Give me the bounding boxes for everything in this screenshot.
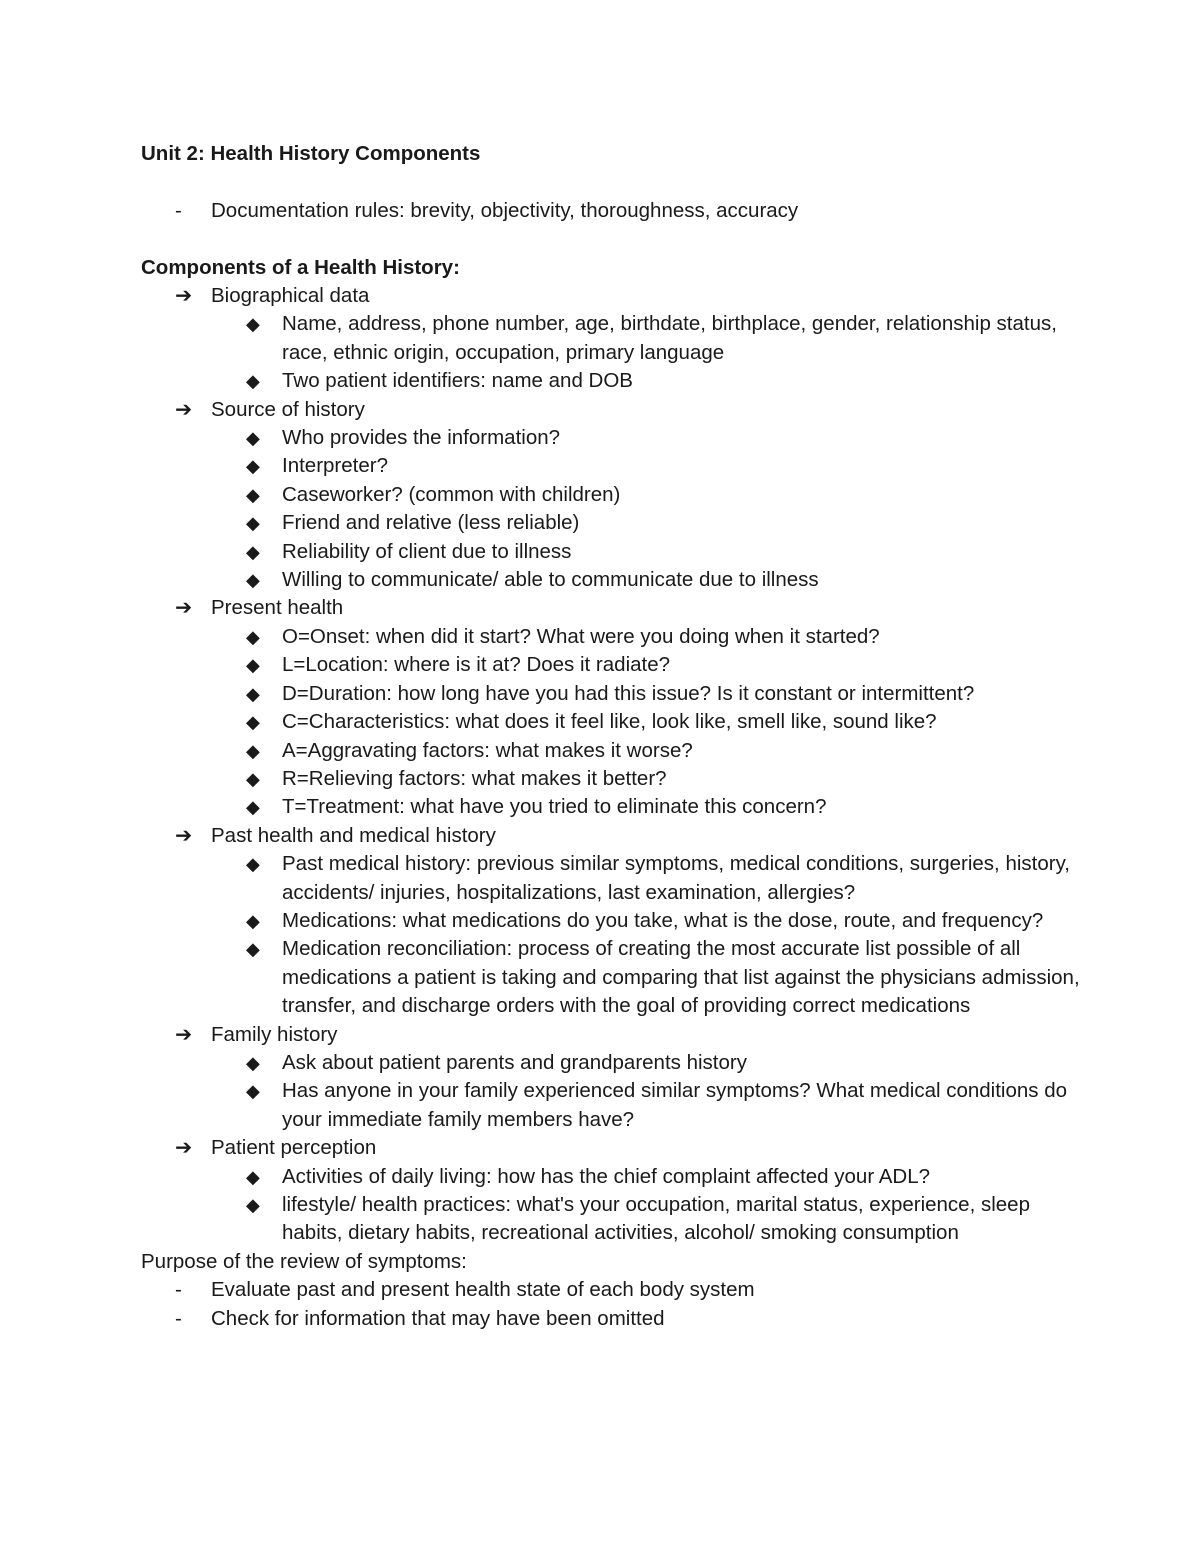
diamond-bullet-icon: ◆ xyxy=(246,740,260,761)
list-item-text: Two patient identifiers: name and DOB xyxy=(282,369,633,393)
list-item-text: Medication reconciliation: process of creating the most accurate list possible of all medications a patient is taking and comparing that list against the physicians admission, transfer, and discharge orders with the goal of providing correct medications xyxy=(282,937,1080,1018)
list-item-text: Medications: what medications do you take, what is the dose, route, and frequency? xyxy=(282,908,1044,932)
diamond-bullet-icon: ◆ xyxy=(246,1052,260,1073)
diamond-bullet-icon: ◆ xyxy=(246,655,260,676)
section-patient-perception xyxy=(141,1134,1081,1162)
diamond-bullet-icon: ◆ xyxy=(246,910,260,931)
list-item xyxy=(141,907,1081,935)
diamond-bullet-icon: ◆ xyxy=(246,513,260,534)
list-item-text: Who provides the information? xyxy=(282,426,561,450)
list-item-text: Caseworker? (common with children) xyxy=(282,482,621,506)
dash-bullet: - xyxy=(175,1278,182,1302)
list-item-text: D=Duration: how long have you had this issue? Is it constant or intermittent? xyxy=(282,681,975,705)
section-family-history xyxy=(141,1021,1081,1049)
arrow-bullet-icon: ➔ xyxy=(175,1136,193,1160)
list-item-text: Name, address, phone number, age, birthdate, birthplace, gender, relationship status, race, ethnic origin, occupation, primary language xyxy=(282,312,1057,364)
section-biographical xyxy=(141,282,1081,310)
list-item-text: lifestyle/ health practices: what's your occupation, marital status, experience, sleep habits, dietary habits, recreational activities, alcohol/ smoking consumption xyxy=(282,1193,1030,1245)
ros-item-text: Evaluate past and present health state of each body system xyxy=(211,1278,755,1302)
list-item xyxy=(141,367,1081,395)
diamond-bullet-icon: ◆ xyxy=(246,683,260,704)
list-item-text: Friend and relative (less reliable) xyxy=(282,511,580,535)
list-item xyxy=(141,509,1081,537)
arrow-bullet-icon: ➔ xyxy=(175,596,193,620)
diamond-bullet-icon: ◆ xyxy=(246,456,260,477)
diamond-bullet-icon: ◆ xyxy=(246,314,260,335)
diamond-bullet-icon: ◆ xyxy=(246,1195,260,1215)
list-item-text: R=Relieving factors: what makes it better? xyxy=(282,766,667,790)
section-present-health xyxy=(141,594,1081,622)
doc-rules-row xyxy=(141,197,1081,225)
list-item xyxy=(141,1077,1081,1134)
section-source-of-history xyxy=(141,396,1081,424)
document-content xyxy=(141,140,1081,1333)
section-label: Family history xyxy=(211,1022,338,1046)
diamond-bullet-icon: ◆ xyxy=(246,797,260,818)
list-item xyxy=(141,793,1081,821)
list-item-text: T=Treatment: what have you tried to eliminate this concern? xyxy=(282,795,827,819)
diamond-bullet-icon: ◆ xyxy=(246,484,260,505)
ros-item-text: Check for information that may have been omitted xyxy=(211,1306,665,1330)
list-item xyxy=(141,850,1081,907)
diamond-bullet-icon: ◆ xyxy=(246,768,260,789)
list-item xyxy=(141,708,1081,736)
section-label: Biographical data xyxy=(211,284,370,307)
doc-rules-text: Documentation rules: brevity, objectivity, thoroughness, accuracy xyxy=(211,198,799,222)
diamond-bullet-icon: ◆ xyxy=(246,854,260,875)
list-item xyxy=(141,566,1081,594)
list-item xyxy=(141,538,1081,566)
ros-item xyxy=(141,1276,1081,1304)
section-label: Patient perception xyxy=(211,1136,377,1160)
list-item xyxy=(141,737,1081,765)
list-item xyxy=(141,1163,1081,1191)
ros-item xyxy=(141,1305,1081,1333)
ros-heading: Purpose of the review of symptoms: xyxy=(141,1249,467,1273)
list-item-text: Past medical history: previous similar symptoms, medical conditions, surgeries, history, accidents/ injuries, hospitalizations, last examination, allergies? xyxy=(282,852,1070,904)
diamond-bullet-icon: ◆ xyxy=(246,371,260,392)
diamond-bullet-icon: ◆ xyxy=(246,712,260,733)
section-label: Present health xyxy=(211,596,344,620)
diamond-bullet-icon: ◆ xyxy=(246,1166,260,1187)
list-item-text: C=Characteristics: what does it feel like, look like, smell like, sound like? xyxy=(282,710,937,734)
list-item xyxy=(141,452,1081,480)
diamond-bullet-icon: ◆ xyxy=(246,939,260,960)
list-item-text: Willing to communicate/ able to communicate due to illness xyxy=(282,568,819,592)
arrow-bullet-icon: ➔ xyxy=(175,284,193,307)
arrow-bullet-icon: ➔ xyxy=(175,1022,193,1046)
list-item xyxy=(141,424,1081,452)
list-item-text: A=Aggravating factors: what makes it worse? xyxy=(282,738,693,762)
diamond-bullet-icon: ◆ xyxy=(246,570,260,591)
diamond-bullet-icon: ◆ xyxy=(246,541,260,562)
page-title: Unit 2: Health History Components xyxy=(141,142,481,165)
list-item-text: O=Onset: when did it start? What were you doing when it started? xyxy=(282,624,880,648)
arrow-bullet-icon: ➔ xyxy=(175,397,193,421)
list-item xyxy=(141,1049,1081,1077)
section-past-health xyxy=(141,822,1081,850)
list-item xyxy=(141,623,1081,651)
list-item-text: Has anyone in your family experienced similar symptoms? What medical conditions do your immediate family members have? xyxy=(282,1079,1068,1131)
list-item xyxy=(141,651,1081,679)
list-item xyxy=(141,1191,1081,1248)
list-item xyxy=(141,680,1081,708)
list-item-text: Interpreter? xyxy=(282,454,388,478)
list-item xyxy=(141,310,1081,367)
list-item xyxy=(141,765,1081,793)
list-item-text: Reliability of client due to illness xyxy=(282,539,572,563)
diamond-bullet-icon: ◆ xyxy=(246,1081,260,1102)
list-item-text: Activities of daily living: how has the chief complaint affected your ADL? xyxy=(282,1164,930,1188)
section-label: Source of history xyxy=(211,397,365,421)
list-item-text: L=Location: where is it at? Does it radiate? xyxy=(282,653,671,677)
components-heading: Components of a Health History: xyxy=(141,255,460,279)
diamond-bullet-icon: ◆ xyxy=(246,626,260,647)
dash-bullet: - xyxy=(175,198,182,222)
list-item-text: Ask about patient parents and grandparents history xyxy=(282,1050,747,1074)
dash-bullet: - xyxy=(175,1306,182,1330)
list-item xyxy=(141,935,1081,1020)
section-label: Past health and medical history xyxy=(211,823,496,847)
diamond-bullet-icon: ◆ xyxy=(246,428,260,449)
list-item xyxy=(141,481,1081,509)
arrow-bullet-icon: ➔ xyxy=(175,823,193,847)
